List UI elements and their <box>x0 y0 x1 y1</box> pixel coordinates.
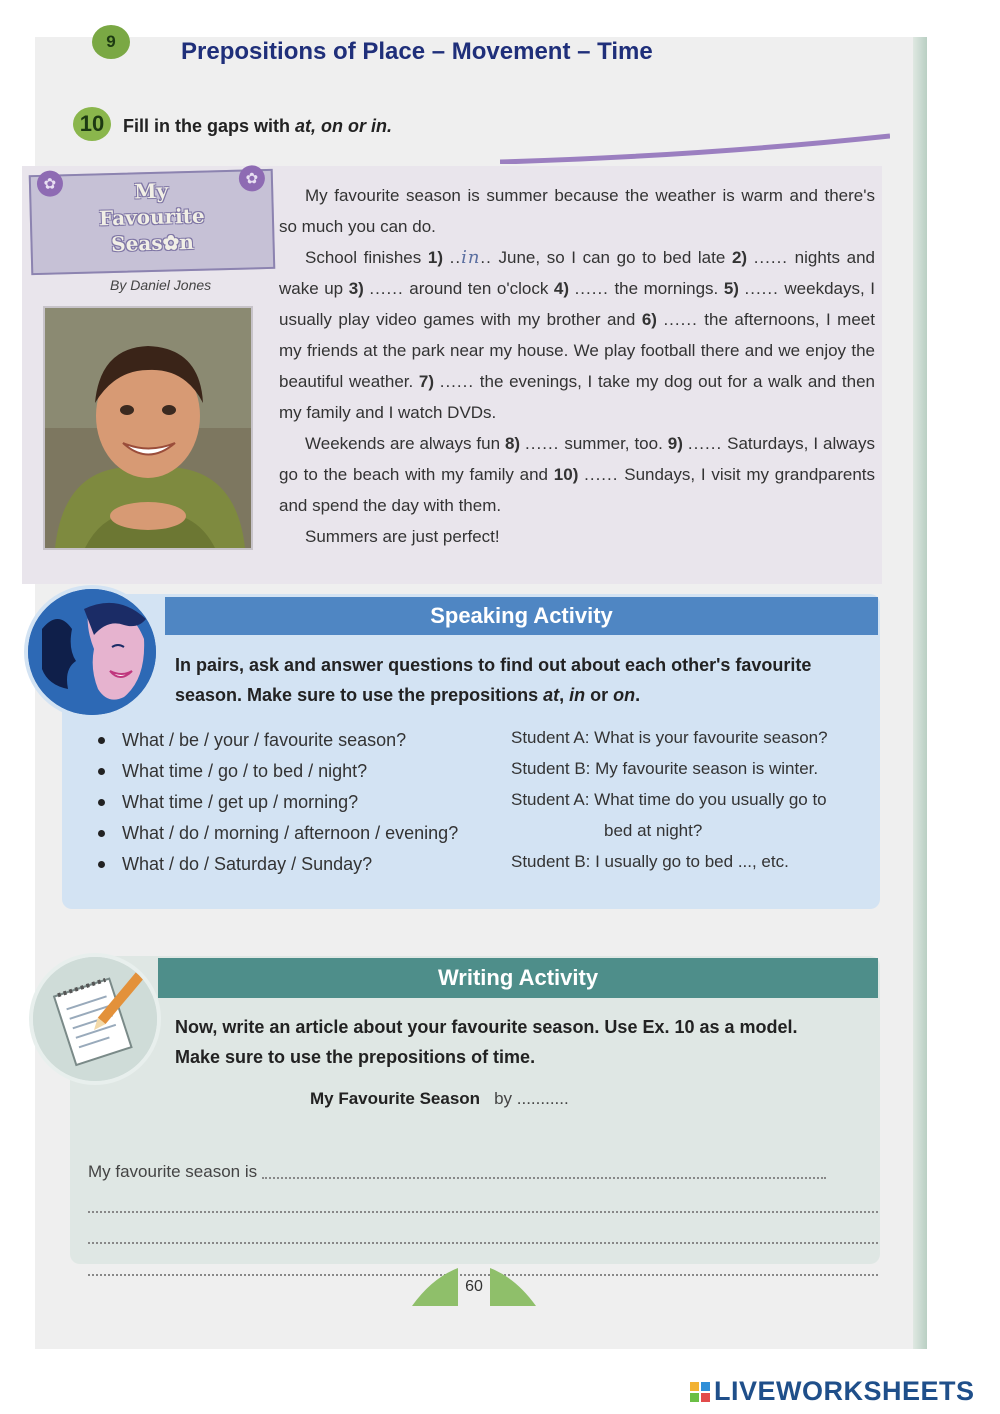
speaking-faces-icon <box>24 585 160 719</box>
text: . <box>635 685 641 705</box>
speaking-activity-title: Speaking Activity <box>165 597 878 635</box>
article-paragraph-2 <box>279 242 875 428</box>
article-title: My Favourite Seas✿n <box>98 178 205 257</box>
dialogue-line: Student A: What is your favourite season? <box>511 728 828 747</box>
text: the mornings. <box>608 279 724 298</box>
brand-grid-icon <box>690 1382 710 1402</box>
gap-number: 5) <box>723 279 739 298</box>
gap-4-input[interactable]: ...... <box>574 279 609 298</box>
brand-name: LIVEWORKSHEETS <box>714 1376 975 1406</box>
text: Sundays, I visit my grandparents and spend the day with them. <box>279 465 875 515</box>
by-label <box>494 1089 569 1108</box>
gap-dots: .. <box>449 248 462 267</box>
example-dialogue <box>511 722 828 877</box>
writing-article-heading <box>310 1089 569 1109</box>
list-item: What / do / Saturday / Sunday? <box>98 849 458 880</box>
instruction-prepositions: at, on or in. <box>295 116 393 136</box>
speaking-instruction <box>175 650 855 710</box>
text: summer, too. <box>559 434 668 453</box>
text: My Favourite Season <box>310 1089 481 1108</box>
gap-2-input[interactable]: ...... <box>753 248 789 267</box>
dialogue-line: bed at night? <box>604 821 703 840</box>
text: in <box>569 685 586 705</box>
notepad-icon <box>33 957 157 1081</box>
gap-6-input[interactable]: ...... <box>663 310 698 329</box>
gap-1-answer[interactable] <box>450 248 492 267</box>
gap-5-input[interactable]: ...... <box>744 279 779 298</box>
list-item: What / do / morning / afternoon / evening? <box>98 818 458 849</box>
article-paragraph-1: My favourite season is summer because the weather is warm and there's so much you can do. <box>279 186 875 236</box>
text: School finishes <box>305 248 428 267</box>
writing-instruction: Now, write an article about your favourite season. Use Ex. 10 as a model. Make sure to use the prepositions of time. <box>175 1017 798 1067</box>
exercise-instruction <box>123 116 392 137</box>
text: weekdays, I usually play video games with my brother and <box>279 279 875 329</box>
gap-number: 1) <box>427 248 443 267</box>
flower-icon: ✿ <box>239 165 266 192</box>
text: the evenings, I take my dog out for a walk and then my family and I watch DVDs. <box>279 372 875 422</box>
gap-3-input[interactable]: ...... <box>369 279 404 298</box>
text: or <box>585 685 614 705</box>
gap-number: 7) <box>418 372 435 391</box>
gap-10-input[interactable]: ...... <box>584 465 619 484</box>
boy-photo <box>43 306 253 550</box>
page-spine <box>913 37 927 1349</box>
decorative-swoosh <box>500 124 890 164</box>
page-title: Prepositions of Place – Movement – Time <box>181 38 653 65</box>
list-item: What time / go / to bed / night? <box>98 756 458 787</box>
gap-dots: .. <box>480 248 492 267</box>
gap-7-input[interactable]: ...... <box>439 372 475 391</box>
writing-activity-box <box>70 956 880 1264</box>
text: at <box>543 685 560 705</box>
text: In pairs, ask and answer questions to find out about each other's favourite season. Make sure to use the prepositions <box>175 655 812 705</box>
gap-9-input[interactable]: ...... <box>687 434 723 453</box>
dialogue-line: Student B: I usually go to bed ..., etc. <box>511 852 789 871</box>
text: nights and wake up <box>279 248 875 298</box>
gap-number: 9) <box>667 434 683 453</box>
writing-activity-title: Writing Activity <box>158 958 878 998</box>
page-number-tab <box>412 1268 536 1306</box>
gap-number: 8) <box>504 434 521 453</box>
list-item: What / be / your / favourite season? <box>98 725 458 756</box>
writing-input-line[interactable] <box>262 1167 826 1179</box>
page-number: 60 <box>465 1278 483 1295</box>
article-paragraph-3 <box>279 428 875 521</box>
text: My favourite season is <box>88 1162 258 1181</box>
article-text <box>279 180 875 552</box>
writing-line-3 <box>88 1227 878 1247</box>
writing-line-2 <box>88 1196 878 1216</box>
liveworksheets-logo <box>690 1376 975 1407</box>
flower-icon: ✿ <box>37 170 64 197</box>
article-byline: By Daniel Jones <box>110 277 212 293</box>
gap-number: 4) <box>553 279 570 298</box>
gap-number: 10) <box>553 465 579 484</box>
text: , <box>559 685 570 705</box>
unit-number-badge: 9 <box>92 25 130 59</box>
text: around ten o'clock <box>403 279 554 298</box>
gap-number: 3) <box>348 279 364 298</box>
gap-number: 2) <box>731 248 748 267</box>
writing-line-1 <box>88 1162 826 1182</box>
list-item: What time / get up / morning? <box>98 787 458 818</box>
gap-8-input[interactable]: ...... <box>525 434 560 453</box>
gap-number: 6) <box>641 310 657 329</box>
exercise-number-badge: 10 <box>73 107 111 141</box>
dialogue-line: Student A: What time do you usually go to <box>511 790 827 809</box>
text: by <box>494 1089 513 1108</box>
text: Weekends are always fun <box>305 434 505 453</box>
boy-illustration <box>45 308 251 548</box>
handwritten-answer: in <box>461 247 481 268</box>
article-title-sticker <box>29 169 276 275</box>
text: Saturdays, I always go to the beach with my family and <box>279 434 875 484</box>
text: June, so I can go to bed late <box>491 248 732 267</box>
text: the afternoons, I meet my friends at the park near my house. We play football there and we enjoy the beautiful weather. <box>279 310 875 391</box>
author-name-input[interactable]: ........... <box>516 1089 569 1108</box>
text: on <box>613 685 636 705</box>
article-paragraph-4: Summers are just perfect! <box>305 527 500 546</box>
instruction-text: Fill in the gaps with <box>123 116 296 136</box>
talking-faces-icon <box>28 589 156 715</box>
writing-input-line[interactable] <box>88 1201 878 1213</box>
dialogue-line: Student B: My favourite season is winter. <box>511 759 819 778</box>
notepad-pencil-icon <box>29 953 161 1085</box>
speaking-prompts-list <box>98 725 458 880</box>
writing-input-line[interactable] <box>88 1232 878 1244</box>
